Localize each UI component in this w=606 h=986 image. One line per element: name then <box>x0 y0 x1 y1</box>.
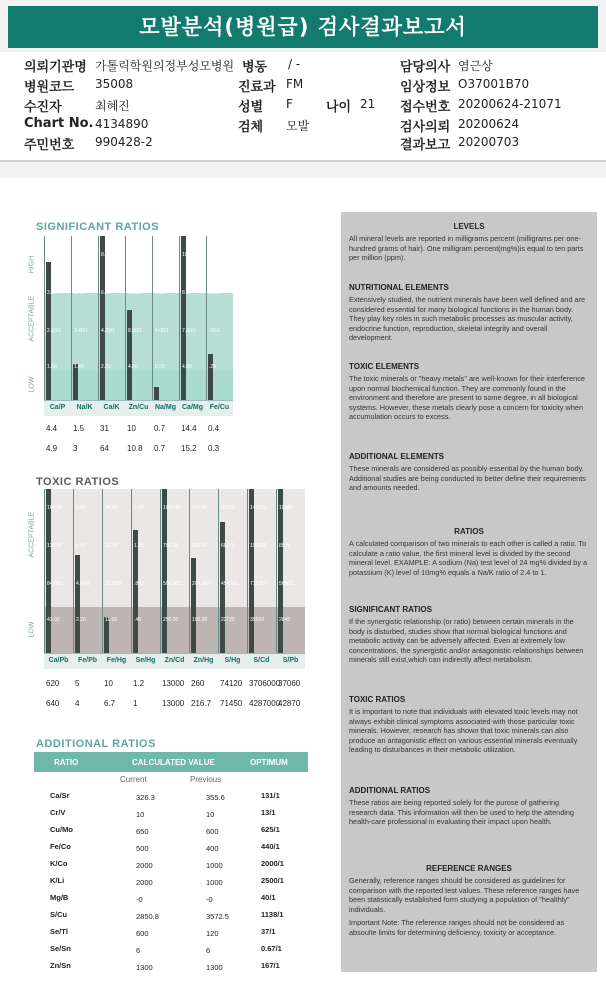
tick-label: 4.00 <box>128 364 138 370</box>
ratio-name: Cr/V <box>50 808 66 817</box>
current-value: 4.4 <box>46 424 58 433</box>
previous-value: 400 <box>206 844 219 853</box>
toxic-ratios-text: It is important to note that individuals with elevated toxic levels may not always exhibit clinical symptoms associated with those particular toxic minerals. However, research has shown that toxic minerals can also produce an antagonistic effect on various essential minerals eventually leading to disturbances in their metabolic utilization. <box>349 707 578 755</box>
table-row <box>36 872 308 890</box>
value-request-date: 20200624 <box>458 117 520 131</box>
column-line <box>206 236 207 400</box>
table-row <box>36 906 308 924</box>
previous-value: 216.7 <box>191 699 212 708</box>
current-value: 10 <box>127 424 136 433</box>
tick-label: 8.80 <box>76 505 86 511</box>
value-department: FM <box>286 77 304 91</box>
bar-Zn/Cu <box>127 310 132 400</box>
zone-label-acceptable: ACCEPTABLE <box>28 295 36 341</box>
current-value: 1.2 <box>133 679 145 688</box>
tick-label: 2.20 <box>76 617 86 623</box>
column-line <box>73 489 74 653</box>
current-value: 13000 <box>162 679 185 688</box>
column-name: S/Cd <box>253 657 270 664</box>
optimum-value: 625/1 <box>261 825 280 834</box>
significant-ratios-graph <box>28 236 230 456</box>
tick-label: 42.00 <box>47 617 60 623</box>
zone-high <box>44 236 233 293</box>
bar-Ca/Pb <box>46 489 51 653</box>
tick-label: 2.20 <box>101 364 111 370</box>
value-sex: F <box>286 97 293 111</box>
label-specimen: 검체 <box>238 120 264 135</box>
additional-ratios-title: ADDITIONAL RATIOS <box>36 738 156 750</box>
previous-value: -0 <box>206 895 213 904</box>
table-row <box>36 787 308 805</box>
tick-label: 126.00 <box>47 543 63 549</box>
value-age: 21 <box>360 97 376 111</box>
label-doctor: 담당의사 <box>400 60 451 75</box>
tick-label: 11.00 <box>105 617 118 623</box>
tick-label: 106688 <box>250 543 267 549</box>
table-row <box>36 838 308 856</box>
tick-label: 500.00/1 <box>163 581 183 587</box>
column-line <box>179 236 180 400</box>
table-row <box>36 957 308 975</box>
column-line <box>160 489 161 653</box>
current-value: 3706000 <box>249 679 281 688</box>
tick-label: 8.00 <box>155 252 165 258</box>
table-row <box>36 889 308 907</box>
previous-value: 3 <box>73 444 78 453</box>
tick-label: 100.00 <box>192 617 208 623</box>
zone-low <box>44 607 305 653</box>
current-value: 650 <box>136 827 149 836</box>
ratio-name: Zn/Sn <box>50 961 71 970</box>
current-value: 2000 <box>136 878 153 887</box>
table-row <box>36 821 308 839</box>
previous-value: 3572.5 <box>206 912 229 921</box>
column-line <box>276 489 277 653</box>
tick-label: 22725 <box>221 617 235 623</box>
label-ward: 병동 <box>242 60 268 75</box>
column-name: Zn/Hg <box>193 657 214 664</box>
bar-Zn/Hg <box>191 558 196 653</box>
column-line <box>102 489 103 653</box>
tick-label: 2.60/1 <box>47 328 61 334</box>
label-request-date: 검사의뢰 <box>400 120 451 135</box>
current-value: 2000 <box>136 861 153 870</box>
tick-label: 6.00 <box>155 290 165 296</box>
table-row <box>36 940 308 958</box>
nutritional-text: Extensively studied, the nutrient minerals have been well defined and are considered essential for many biological functions in the human body. They play key roles in such metabolic processes as muscular activity, endocrine function, reproduction, skeletal integrity and overall development. <box>349 295 586 343</box>
previous-value: 0.7 <box>154 444 166 453</box>
toxic-elements-text: The toxic minerals or "heavy metals" are well-known for their interference upon normal biochemical function. They are commonly found in the environment and therefore are present to some degree, in all biological systems. However, these metals clearly pose a concern for toxicity when accumulation occurs to excess. <box>349 374 585 422</box>
current-value: 37060 <box>278 679 301 688</box>
patient-info <box>0 52 606 162</box>
previous-value: 640 <box>46 699 60 708</box>
current-value: 6 <box>136 946 141 955</box>
nutritional-heading: NUTRITIONAL ELEMENTS <box>349 283 449 292</box>
label-clinical-info: 임상정보 <box>400 80 451 95</box>
toxic-elements-heading: TOXIC ELEMENTS <box>349 362 420 371</box>
current-value: 500 <box>136 844 149 853</box>
tick-label: 400.00 <box>192 505 208 511</box>
tick-label: 6.20 <box>101 290 111 296</box>
column-line <box>247 489 248 653</box>
additional-ratios-header <box>34 752 308 772</box>
bar-Zn/Cd <box>162 489 167 653</box>
previous-value: 6 <box>206 946 211 955</box>
value-patient: 최혜진 <box>95 99 130 113</box>
column-name: S/Hg <box>224 657 241 664</box>
previous-value: 120 <box>206 929 219 938</box>
bar-S/Cd <box>249 489 254 653</box>
current-value: 14.4 <box>181 424 197 433</box>
reference-ranges-heading: REFERENCE RANGES <box>426 864 512 873</box>
optimum-value: 440/1 <box>261 842 280 851</box>
tick-label: 44.00 <box>105 505 118 511</box>
optimum-value: 0.67/1 <box>261 944 282 953</box>
optimum-value: 1138/1 <box>261 910 284 919</box>
previous-value: 355.6 <box>206 793 225 802</box>
previous-value: 42870 <box>278 699 301 708</box>
previous-value: 10.8 <box>127 444 143 453</box>
column-line <box>218 489 219 653</box>
tick-label: 6.60 <box>76 543 86 549</box>
tick-label: 1.40 <box>74 364 84 370</box>
column-name: Fe/Hg <box>106 657 127 664</box>
optimum-value: 13/1 <box>261 808 276 817</box>
tick-label: .20 <box>209 364 216 370</box>
tick-label: 168.00 <box>47 505 63 511</box>
ratio-name: Cu/Mo <box>50 825 73 834</box>
value-hospital-code: 35008 <box>95 77 134 91</box>
tick-label: 7.00/1 <box>182 328 196 334</box>
value-ward: / - <box>288 57 301 71</box>
previous-value: 4287000 <box>249 699 281 708</box>
additional-ratios-heading: ADDITIONAL RATIOS <box>349 786 431 795</box>
bar-Ca/K <box>100 236 105 400</box>
previous-value: 13000 <box>162 699 185 708</box>
explanation-panel <box>341 212 597 972</box>
label-resident-no: 주민번호 <box>24 138 75 153</box>
significant-ratios-title: SIGNIFICANT RATIOS <box>36 221 160 233</box>
additional-ratios-text: These ratios are being reported solely for the purose of gathering research data. This information will then be used to help the attending health-care professional in evaluating their impact upon health. <box>349 798 574 827</box>
tick-label: 750.00 <box>163 543 179 549</box>
tick-label: 33.00 <box>105 543 118 549</box>
tick-label: 8.20 <box>101 252 111 258</box>
label-department: 진료과 <box>238 80 276 95</box>
column-name: Ca/K <box>103 404 120 411</box>
tick-label: 90900 <box>221 505 235 511</box>
column-line <box>189 489 190 653</box>
table-row <box>36 855 308 873</box>
tick-label: 10.00 <box>182 252 195 258</box>
previous-value: 1 <box>133 699 138 708</box>
tick-label: 4.00 <box>182 364 192 370</box>
previous-value: 10 <box>206 810 215 819</box>
column-name: Fe/Pb <box>77 657 98 664</box>
ratio-name: K/Co <box>50 859 68 868</box>
report-title: 모발분석(병원급) 검사결과보고서 <box>8 6 598 48</box>
column-line <box>98 236 99 400</box>
previous-value: 71450 <box>220 699 243 708</box>
current-value: -0 <box>136 895 143 904</box>
header-calculated-value: CALCULATED VALUE <box>132 758 215 767</box>
ratios-heading: RATIOS <box>454 527 484 536</box>
bar-S/Hg <box>220 522 225 653</box>
label-patient: 수진자 <box>24 100 62 115</box>
levels-heading: LEVELS <box>453 222 485 231</box>
tick-label: 16.00 <box>128 252 141 258</box>
previous-value: 4 <box>75 699 80 708</box>
current-value: 260 <box>191 679 205 688</box>
current-value: 10 <box>136 810 145 819</box>
optimum-value: 40/1 <box>261 893 276 902</box>
column-line <box>71 236 72 400</box>
toxic-ratios-graph <box>28 489 308 729</box>
header-previous: Previous <box>190 775 222 784</box>
zone-label-acceptable: ACCEPTABLE <box>28 511 36 558</box>
toxic-ratios-title: TOXIC RATIOS <box>36 476 120 488</box>
header-optimum: OPTIMUM <box>250 758 288 767</box>
current-value: 0.7 <box>154 424 166 433</box>
ratio-name: Fe/Co <box>50 842 71 851</box>
value-chart-no: 4134890 <box>95 117 149 131</box>
column-name: Fe/Cu <box>209 404 230 411</box>
column-name: Zn/Cu <box>128 404 149 411</box>
tick-label: 4.60 <box>47 252 57 258</box>
current-value: 600 <box>136 929 149 938</box>
zone-label-low: LOW <box>28 376 36 393</box>
current-value: 1.5 <box>73 424 85 433</box>
bar-S/Pb <box>278 489 283 653</box>
column-name: Ca/P <box>49 404 66 411</box>
ratio-name: Mg/B <box>50 893 69 902</box>
column-name: Na/Mg <box>155 404 176 411</box>
current-value: 0.4 <box>208 424 220 433</box>
ratio-name: Ca/Sr <box>50 791 70 800</box>
current-value: 326.3 <box>136 793 155 802</box>
previous-value: 64 <box>100 444 109 453</box>
tick-label: 1000.00 <box>163 505 182 511</box>
current-value: 2850.8 <box>136 912 159 921</box>
ratio-name: S/Cu <box>50 910 68 919</box>
previous-value: 15.2 <box>181 444 197 453</box>
tick-label: 2.30 <box>209 252 219 258</box>
reference-ranges-text: Generally, reference ranges should be considered as guidelines for comparison with the reported test values. These reference ranges have been statistically established form studying a population of "healthly" individuals. <box>349 876 580 914</box>
previous-value: 4.9 <box>46 444 58 453</box>
label-receipt-no: 접수번호 <box>400 100 451 115</box>
column-name: Se/Hg <box>135 657 156 664</box>
table-row <box>36 923 308 941</box>
tick-label: .40 <box>134 617 141 623</box>
previous-value: 1000 <box>206 861 223 870</box>
previous-value: 1300 <box>206 963 223 972</box>
additional-elements-heading: ADDITIONAL ELEMENTS <box>349 452 444 461</box>
tick-label: 1.60 <box>209 290 219 296</box>
current-value: 1300 <box>136 963 153 972</box>
label-chart-no: Chart No. <box>24 116 94 131</box>
toxic-ratios-heading: TOXIC RATIOS <box>349 695 406 704</box>
value-specimen: 모발 <box>286 119 310 133</box>
current-value: 74120 <box>220 679 243 688</box>
current-value: 10 <box>104 679 113 688</box>
column-name: S/Pb <box>282 657 299 664</box>
tick-label: 12.00 <box>128 290 141 296</box>
ratio-name: K/Li <box>50 876 65 885</box>
value-resident-no: 990428-2 <box>95 135 153 149</box>
tick-label: 3.60 <box>47 290 57 296</box>
value-report-date: 20200703 <box>458 135 520 149</box>
additional-elements-text: These minerals are considered as possibly essential by the human body. Additional studies are being conducted to better define their requirements and amounts needed. <box>349 464 586 493</box>
tick-label: .90/1 <box>209 328 221 334</box>
tick-label: 8.00/1 <box>128 328 142 334</box>
column-line <box>44 236 45 400</box>
tick-label: 300.00 <box>192 543 208 549</box>
column-line <box>131 489 132 653</box>
previous-value: 1000 <box>206 878 223 887</box>
optimum-value: 167/1 <box>261 961 280 970</box>
tick-label: 2845 <box>279 617 291 623</box>
tick-label: 1.60 <box>47 364 57 370</box>
previous-value: 600 <box>206 827 219 836</box>
tick-label: 71125/1 <box>250 581 268 587</box>
hair-analysis-sheet <box>0 178 606 986</box>
tick-label: 4.00/1 <box>155 328 169 334</box>
tick-label: 35563 <box>250 617 264 623</box>
value-institution: 가톨릭학원의정부성모병원 <box>95 59 235 73</box>
tick-label: 2.40/1 <box>74 328 88 334</box>
column-line <box>152 236 153 400</box>
column-name: Zn/Cd <box>164 657 185 664</box>
tick-label: 250.00 <box>163 617 179 623</box>
tick-label: 22.00/1 <box>105 581 122 587</box>
current-value: 5 <box>75 679 80 688</box>
tick-label: 5690/1 <box>279 581 295 587</box>
optimum-value: 37/1 <box>261 927 276 936</box>
tick-label: 11380 <box>279 505 293 511</box>
table-row <box>36 804 308 822</box>
ratio-name: Se/Tl <box>50 927 68 936</box>
levels-text: All mineral levels are reported in milligrams percent (milligrams per one-hundred grams of hair). One milligram percent(mg%)is equal to ten parts per million (ppm). <box>349 234 584 263</box>
current-value: 620 <box>46 679 60 688</box>
tick-label: 3.40 <box>74 290 84 296</box>
tick-label: 2.00 <box>155 364 165 370</box>
header-current: Current <box>120 775 147 784</box>
significant-ratios-heading: SIGNIFICANT RATIOS <box>349 605 432 614</box>
optimum-value: 131/1 <box>261 791 280 800</box>
significant-ratios-text: If the synergistic relationship (or ratio) between certain minerals in the body is disturbed, studies show that normal biological functions and metabolic activity can be adversely affected. Even at extremely low concentrations, the synergistic and/or antagonistic relationships between minerals still exist,which can indirectly affect metabolism. <box>349 617 584 665</box>
zone-label-high: HIGH <box>28 255 36 273</box>
bar-Fe/Pb <box>75 555 80 653</box>
value-receipt-no: 20200624-21071 <box>458 97 562 111</box>
tick-label: 200.00/1 <box>192 581 212 587</box>
label-hospital-code: 병원코드 <box>24 80 75 95</box>
tick-label: 142251 <box>250 505 267 511</box>
reference-ranges-note: Important Note: The reference ranges should not be considered as absoulte limits for determining deficiency, toxicity or acceptance. <box>349 918 565 937</box>
tick-label: 45450/1 <box>221 581 240 587</box>
tick-label: 4.40 <box>74 252 84 258</box>
zone-label-low: LOW <box>28 621 36 638</box>
optimum-value: 2500/1 <box>261 876 284 885</box>
label-institution: 의뢰기관명 <box>24 60 87 75</box>
label-age: 나이 <box>326 100 352 115</box>
optimum-value: 2000/1 <box>261 859 284 868</box>
tick-label: 4.40/1 <box>76 581 90 587</box>
tick-label: .80/1 <box>134 581 146 587</box>
column-name: Ca/Mg <box>182 404 203 411</box>
ratio-name: Se/Sn <box>50 944 71 953</box>
tick-label: 1.20 <box>134 543 144 549</box>
label-sex: 성별 <box>238 100 264 115</box>
tick-label: 8.00 <box>182 290 192 296</box>
tick-label: 8535 <box>279 543 291 549</box>
header-ratio: RATIO <box>54 758 79 767</box>
value-clinical-info: O37001B70 <box>458 77 530 91</box>
column-name: Ca/Pb <box>48 657 69 664</box>
value-doctor: 염근상 <box>458 59 493 73</box>
current-value: 31 <box>100 424 109 433</box>
tick-label: 4.20/1 <box>101 328 115 334</box>
column-line <box>125 236 126 400</box>
bar-Ca/Mg <box>181 236 186 400</box>
previous-value: 0.3 <box>208 444 220 453</box>
ratios-text: A calculated comparison of two minerals to each other is called a ratio. To calculate a ratio value, the first mineral level is divided by the second mineral level. EXAMPLE: A sodium (Na) test level of 24 mg% divided by a potassium (K) level of 10mg% equals a Na/K ratio of 2.4 to 1. <box>349 539 588 577</box>
tick-label: 84.00/1 <box>47 581 64 587</box>
tick-label: 68175 <box>221 543 235 549</box>
label-report-date: 결과보고 <box>400 138 451 153</box>
column-name: Na/K <box>76 404 93 411</box>
tick-label: 1.60 <box>134 505 144 511</box>
previous-value: 6.7 <box>104 699 116 708</box>
column-line <box>44 489 45 653</box>
bar-Fe/Cu <box>208 354 213 400</box>
bar-Na/Mg <box>154 387 159 400</box>
